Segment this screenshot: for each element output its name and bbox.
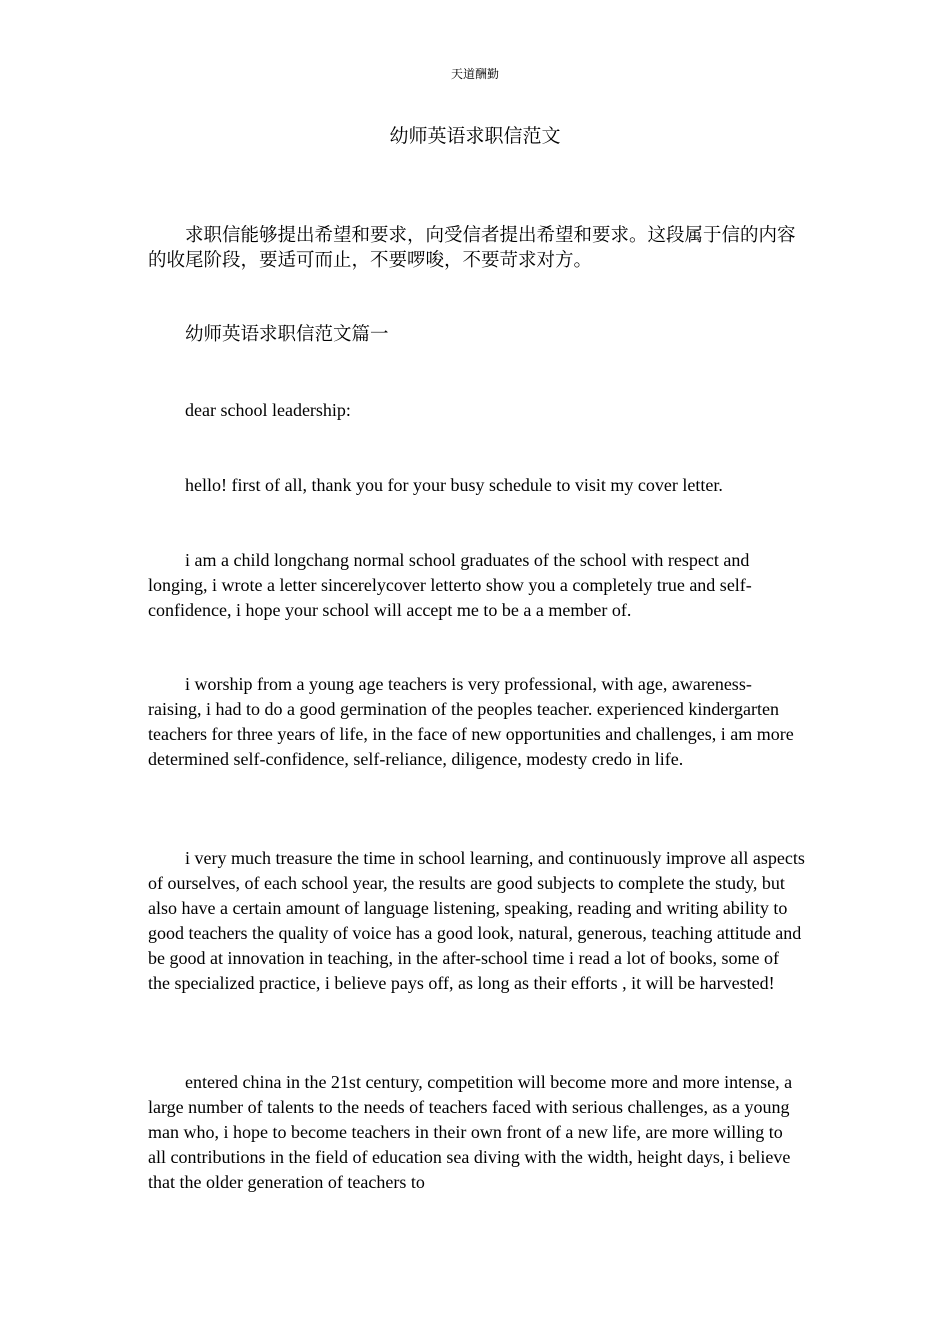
section-heading: 幼师英语求职信范文篇一 <box>185 325 389 345</box>
letter-paragraph: i very much treasure the time in school learning, and continuously improve all aspects of ourselves, of each school year, the results are good subjects to complete the study, but also have a certain amount of language listening, speaking, reading and writing ability to good teachers the quality of voice has a good look, natural, generous, teaching attitude and be good at innovation in teaching, in the after-school time i read a lot of books, some of the specialized practice, i believe pays off, as long as their efforts , it will be harvested! <box>148 848 805 993</box>
letter-paragraph: hello! first of all, thank you for your busy schedule to visit my cover letter. <box>185 475 723 495</box>
letter-paragraph: i am a child longchang normal school graduates of the school with respect and longing, i wrote a letter sincerelycover letterto show you a completely true and self-confidence, i hope your school will accept me to be a a member of. <box>148 550 752 620</box>
page-header: 天道酬勤 <box>450 67 499 81</box>
letter-paragraph: entered china in the 21st century, competition will become more and more intense, a large number of talents to the needs of teachers faced with serious challenges, as a young man who, i hope to become teachers in their own front of a new life, are more willing to all contributions in the field of education sea diving with the width, height days, i believe that the older generation of teachers to <box>148 1072 793 1192</box>
letter-paragraph: i worship from a young age teachers is very professional, with age, awareness-raising, i had to do a good germination of the peoples teacher. experienced kindergarten teachers for three years of life, in the face of new opportunities and challenges, i am more determined self-confidence, self-reliance, diligence, modesty credo in life. <box>148 674 794 769</box>
salutation: dear school leadership: <box>185 400 351 420</box>
document-title: 幼师英语求职信范文 <box>389 126 561 147</box>
intro-paragraph: 求职信能够提出希望和要求，向受信者提出希望和要求。这段属于信的内容的收尾阶段，要适可而止，不要啰唆，不要苛求对方。 <box>148 226 796 271</box>
